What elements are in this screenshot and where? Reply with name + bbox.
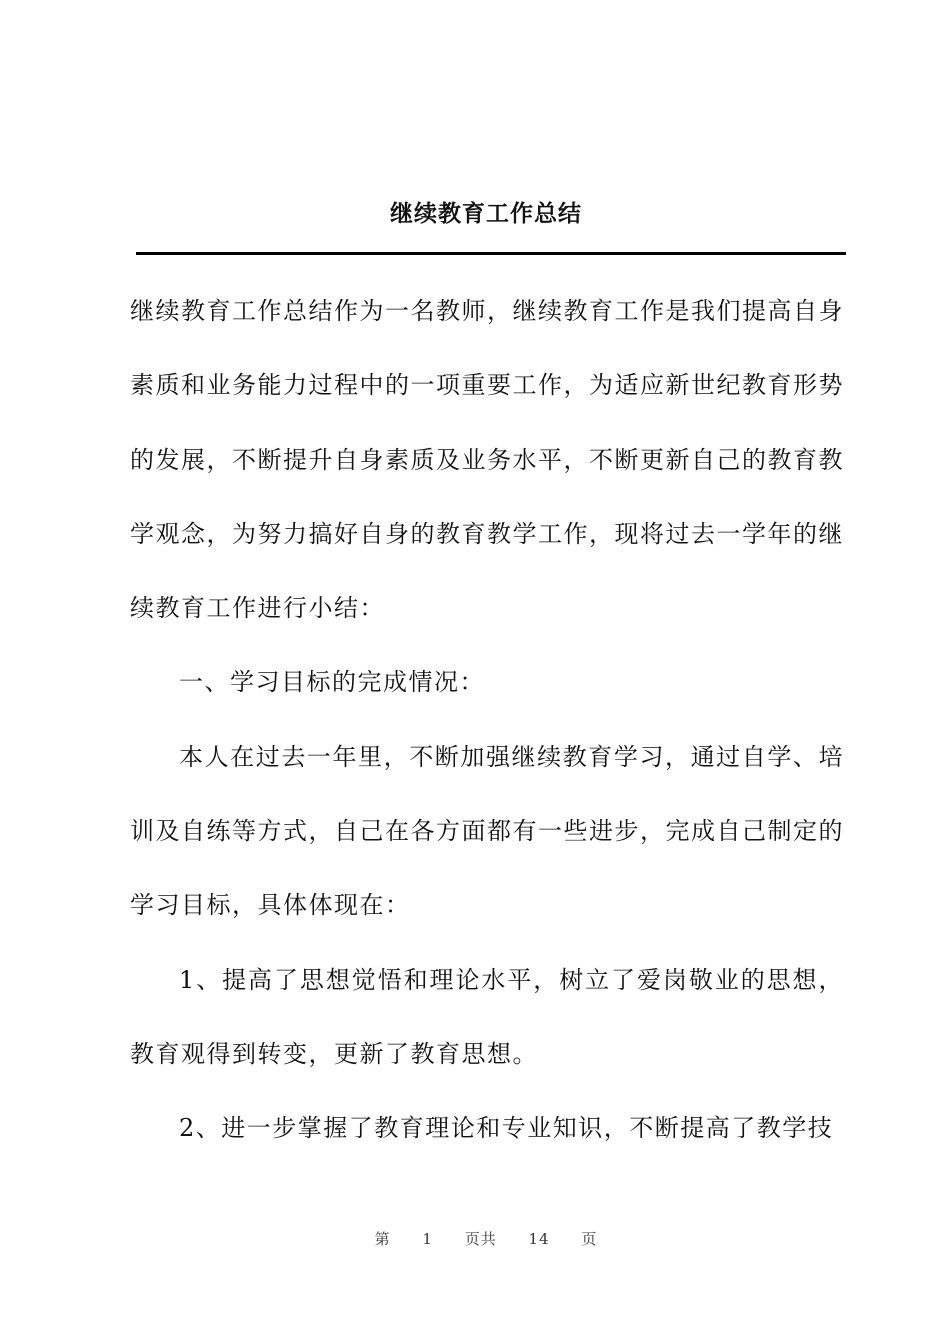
- document-title: 继续教育工作总结: [390, 200, 582, 227]
- page-footer: [0, 1228, 950, 1249]
- page-label-middle: 页共: [464, 1230, 497, 1248]
- paragraph-item-1: 1、提高了思想觉悟和理论水平，树立了爱岗敬业的思想，教育观得到转变，更新了教育思想。: [130, 965, 844, 1068]
- document-body: [130, 274, 844, 1166]
- current-page-number: 1: [422, 1230, 433, 1248]
- page-label-suffix: 页: [581, 1230, 598, 1248]
- paragraph-intro: 继续教育工作总结作为一名教师，继续教育工作是我们提高自身素质和业务能力过程中的一项重要工作，为适应新世纪教育形势的发展，不断提升自身素质及业务水平，不断更新自己的教育教学观念，为努力搞好自身的教育教学工作，现将过去一学年的继续教育工作进行小结：: [130, 297, 844, 623]
- page-label-prefix: 第: [374, 1230, 391, 1248]
- paragraph-learning-summary: 本人在过去一年里，不断加强继续教育学习，通过自学、培训及自练等方式，自己在各方面都有一些进步，完成自己制定的学习目标，具体体现在：: [130, 742, 844, 920]
- title-underline-rule: [136, 252, 846, 255]
- paragraph-item-2: 2、进一步掌握了教育理论和专业知识，不断提高了教学技: [179, 1114, 834, 1143]
- paragraph-section-heading-1: 一、学习目标的完成情况：: [179, 668, 485, 697]
- total-page-count: 14: [528, 1230, 550, 1248]
